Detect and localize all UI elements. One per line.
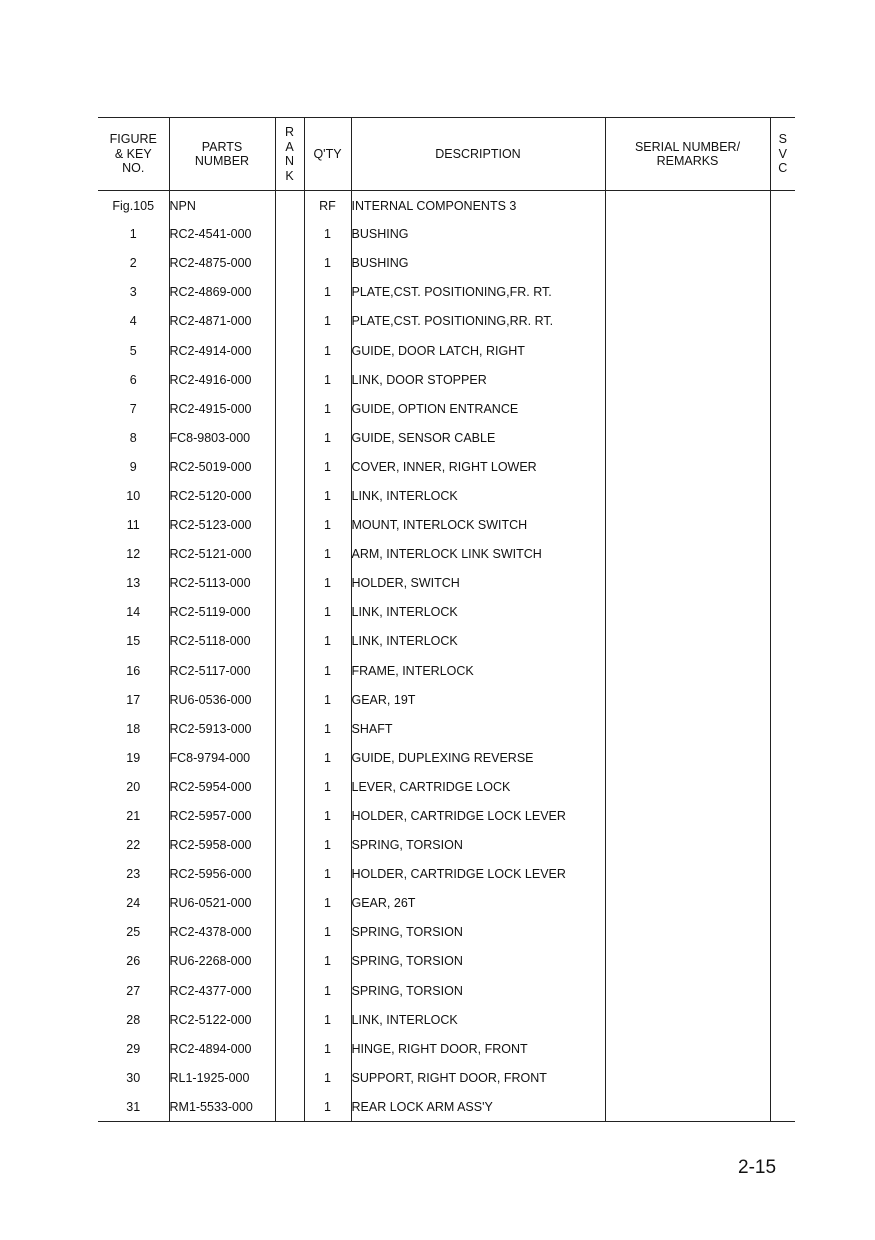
serial-remarks-cell	[605, 336, 770, 365]
rank-cell	[275, 889, 304, 918]
table-row	[98, 394, 795, 423]
table-row	[98, 656, 795, 685]
figure-key-cell: 20	[126, 779, 141, 794]
rank-cell	[275, 1005, 304, 1034]
svc-cell	[770, 278, 795, 307]
description-cell: GEAR, 19T	[351, 685, 605, 714]
table-row	[98, 685, 795, 714]
description-cell: INTERNAL COMPONENTS 3	[351, 191, 605, 220]
parts-list-table	[98, 117, 795, 1122]
description-cell: SPRING, TORSION	[351, 947, 605, 976]
qty-cell: 1	[304, 889, 351, 918]
parts-number-cell: RC2-5122-000	[169, 1005, 275, 1034]
parts-number-cell: RC2-4377-000	[169, 976, 275, 1005]
qty-cell: 1	[304, 1063, 351, 1092]
table-row	[98, 481, 795, 510]
svc-cell	[770, 307, 795, 336]
description-cell: LINK, INTERLOCK	[351, 481, 605, 510]
qty-cell: 1	[304, 860, 351, 889]
table-row	[98, 714, 795, 743]
serial-remarks-cell	[605, 598, 770, 627]
rank-cell	[275, 656, 304, 685]
rank-cell	[275, 743, 304, 772]
parts-number-cell: RC2-5123-000	[169, 511, 275, 540]
serial-remarks-cell	[605, 1034, 770, 1063]
svc-cell	[770, 220, 795, 249]
svc-cell	[770, 1092, 795, 1121]
qty-cell: 1	[304, 918, 351, 947]
table-row	[98, 569, 795, 598]
description-cell: SUPPORT, RIGHT DOOR, FRONT	[351, 1063, 605, 1092]
table-row	[98, 1063, 795, 1092]
rank-cell	[275, 772, 304, 801]
svc-cell	[770, 540, 795, 569]
parts-number-cell: RC2-5117-000	[169, 656, 275, 685]
description-cell: HOLDER, CARTRIDGE LOCK LEVER	[351, 801, 605, 830]
serial-remarks-cell	[605, 656, 770, 685]
description-cell: MOUNT, INTERLOCK SWITCH	[351, 511, 605, 540]
serial-remarks-cell	[605, 249, 770, 278]
qty-cell: 1	[304, 220, 351, 249]
qty-cell: 1	[304, 394, 351, 423]
parts-number-cell: RC2-5118-000	[169, 627, 275, 656]
serial-remarks-cell	[605, 220, 770, 249]
figure-key-cell: 2	[129, 256, 137, 271]
qty-cell: RF	[304, 191, 351, 220]
table-row	[98, 1005, 795, 1034]
serial-remarks-cell	[605, 1063, 770, 1092]
parts-table-body	[98, 191, 795, 1122]
figure-key-cell: 4	[129, 314, 137, 329]
description-cell: HOLDER, CARTRIDGE LOCK LEVER	[351, 860, 605, 889]
table-row	[98, 860, 795, 889]
table-row	[98, 307, 795, 336]
table-row	[98, 540, 795, 569]
table-row	[98, 598, 795, 627]
serial-remarks-cell	[605, 743, 770, 772]
table-row	[98, 889, 795, 918]
rank-cell	[275, 249, 304, 278]
svc-cell	[770, 627, 795, 656]
figure-key-cell: 5	[129, 343, 137, 358]
figure-key-cell: 23	[126, 867, 141, 882]
qty-cell: 1	[304, 452, 351, 481]
rank-cell	[275, 831, 304, 860]
svc-cell	[770, 481, 795, 510]
description-cell: SPRING, TORSION	[351, 918, 605, 947]
page-number: 2-15	[738, 1157, 777, 1178]
parts-number-cell: RC2-4914-000	[169, 336, 275, 365]
svc-cell	[770, 1034, 795, 1063]
rank-cell	[275, 947, 304, 976]
figure-key-cell: 6	[129, 372, 137, 387]
table-row	[98, 452, 795, 481]
figure-key-cell: 7	[129, 401, 137, 416]
rank-cell	[275, 307, 304, 336]
table-row	[98, 772, 795, 801]
qty-cell: 1	[304, 511, 351, 540]
table-row	[98, 831, 795, 860]
description-cell: REAR LOCK ARM ASS'Y	[351, 1092, 605, 1121]
description-cell: LEVER, CARTRIDGE LOCK	[351, 772, 605, 801]
qty-cell: 1	[304, 976, 351, 1005]
parts-number-cell: RC2-5119-000	[169, 598, 275, 627]
table-row	[98, 743, 795, 772]
figure-key-cell: 16	[126, 663, 141, 678]
description-cell: GUIDE, DOOR LATCH, RIGHT	[351, 336, 605, 365]
parts-number-cell: RM1-5533-000	[169, 1092, 275, 1121]
parts-number-cell: RC2-4871-000	[169, 307, 275, 336]
svc-cell	[770, 743, 795, 772]
description-cell: GUIDE, SENSOR CABLE	[351, 423, 605, 452]
qty-cell: 1	[304, 831, 351, 860]
description-cell: HINGE, RIGHT DOOR, FRONT	[351, 1034, 605, 1063]
rank-cell	[275, 569, 304, 598]
serial-remarks-cell	[605, 1092, 770, 1121]
description-cell: HOLDER, SWITCH	[351, 569, 605, 598]
figure-key-cell: 13	[126, 576, 141, 591]
description-cell: ARM, INTERLOCK LINK SWITCH	[351, 540, 605, 569]
qty-cell: 1	[304, 569, 351, 598]
svc-cell	[770, 1005, 795, 1034]
svc-cell	[770, 889, 795, 918]
figure-key-cell: 12	[126, 547, 141, 562]
table-row	[98, 365, 795, 394]
description-cell: LINK, DOOR STOPPER	[351, 365, 605, 394]
qty-cell: 1	[304, 336, 351, 365]
description-cell: LINK, INTERLOCK	[351, 1005, 605, 1034]
description-cell: GEAR, 26T	[351, 889, 605, 918]
rank-cell	[275, 1092, 304, 1121]
parts-number-cell: RC2-5954-000	[169, 772, 275, 801]
svc-cell	[770, 191, 795, 220]
table-row	[98, 278, 795, 307]
description-cell: BUSHING	[351, 249, 605, 278]
qty-cell: 1	[304, 307, 351, 336]
description-cell: COVER, INNER, RIGHT LOWER	[351, 452, 605, 481]
svc-cell	[770, 656, 795, 685]
rank-cell	[275, 540, 304, 569]
table-row	[98, 336, 795, 365]
rank-cell	[275, 918, 304, 947]
rank-cell	[275, 191, 304, 220]
header-figure-key-no: FIGURE & KEY NO.	[98, 118, 169, 191]
rank-cell	[275, 598, 304, 627]
description-cell: GUIDE, OPTION ENTRANCE	[351, 394, 605, 423]
figure-key-cell: 28	[126, 1012, 141, 1027]
qty-cell: 1	[304, 365, 351, 394]
svc-cell	[770, 452, 795, 481]
svc-cell	[770, 714, 795, 743]
qty-cell: 1	[304, 947, 351, 976]
description-cell: SHAFT	[351, 714, 605, 743]
figure-key-cell: 8	[129, 430, 137, 445]
serial-remarks-cell	[605, 801, 770, 830]
svc-cell	[770, 976, 795, 1005]
parts-number-cell: NPN	[169, 191, 275, 220]
svc-cell	[770, 918, 795, 947]
header-svc: S V C	[770, 118, 795, 191]
table-row	[98, 627, 795, 656]
rank-cell	[275, 1063, 304, 1092]
serial-remarks-cell	[605, 831, 770, 860]
serial-remarks-cell	[605, 947, 770, 976]
svc-cell	[770, 831, 795, 860]
rank-cell	[275, 481, 304, 510]
serial-remarks-cell	[605, 540, 770, 569]
parts-number-cell: RC2-4541-000	[169, 220, 275, 249]
serial-remarks-cell	[605, 452, 770, 481]
serial-remarks-cell	[605, 365, 770, 394]
figure-key-cell: 10	[126, 488, 141, 503]
table-row	[98, 976, 795, 1005]
parts-number-cell: RC2-4915-000	[169, 394, 275, 423]
qty-cell: 1	[304, 540, 351, 569]
figure-key-cell: 21	[126, 809, 141, 824]
parts-number-cell: RC2-4378-000	[169, 918, 275, 947]
rank-cell	[275, 511, 304, 540]
qty-cell: 1	[304, 656, 351, 685]
serial-remarks-cell	[605, 714, 770, 743]
figure-key-cell: 30	[126, 1070, 141, 1085]
rank-cell	[275, 394, 304, 423]
qty-cell: 1	[304, 1005, 351, 1034]
table-row	[98, 947, 795, 976]
figure-key-cell: 19	[126, 750, 141, 765]
table-header-row	[98, 118, 795, 191]
figure-key-cell: 9	[129, 459, 137, 474]
rank-cell	[275, 714, 304, 743]
qty-cell: 1	[304, 685, 351, 714]
figure-key-cell: 14	[126, 605, 141, 620]
qty-cell: 1	[304, 801, 351, 830]
figure-key-cell: 1	[129, 227, 137, 242]
figure-key-cell: 15	[126, 634, 141, 649]
rank-cell	[275, 801, 304, 830]
qty-cell: 1	[304, 743, 351, 772]
qty-cell: 1	[304, 714, 351, 743]
figure-key-cell: 3	[129, 285, 137, 300]
figure-key-cell: 11	[126, 518, 140, 533]
serial-remarks-cell	[605, 918, 770, 947]
qty-cell: 1	[304, 772, 351, 801]
description-cell: SPRING, TORSION	[351, 831, 605, 860]
description-cell: BUSHING	[351, 220, 605, 249]
figure-key-cell: 26	[126, 954, 141, 969]
description-cell: LINK, INTERLOCK	[351, 627, 605, 656]
svc-cell	[770, 511, 795, 540]
rank-cell	[275, 685, 304, 714]
figure-key-cell: 18	[126, 721, 141, 736]
qty-cell: 1	[304, 278, 351, 307]
table-row	[98, 801, 795, 830]
parts-number-cell: RC2-4875-000	[169, 249, 275, 278]
description-cell: PLATE,CST. POSITIONING,RR. RT.	[351, 307, 605, 336]
table-row	[98, 249, 795, 278]
table-row	[98, 423, 795, 452]
svc-cell	[770, 365, 795, 394]
header-description: DESCRIPTION	[351, 118, 605, 191]
description-cell: PLATE,CST. POSITIONING,FR. RT.	[351, 278, 605, 307]
svc-cell	[770, 1063, 795, 1092]
parts-number-cell: RC2-5958-000	[169, 831, 275, 860]
serial-remarks-cell	[605, 307, 770, 336]
serial-remarks-cell	[605, 191, 770, 220]
parts-number-cell: RC2-5956-000	[169, 860, 275, 889]
serial-remarks-cell	[605, 889, 770, 918]
svc-cell	[770, 860, 795, 889]
description-cell: SPRING, TORSION	[351, 976, 605, 1005]
svc-cell	[770, 947, 795, 976]
qty-cell: 1	[304, 1034, 351, 1063]
table-row	[98, 1092, 795, 1121]
serial-remarks-cell	[605, 481, 770, 510]
qty-cell: 1	[304, 627, 351, 656]
rank-cell	[275, 423, 304, 452]
qty-cell: 1	[304, 1092, 351, 1121]
header-rank: R A N K	[275, 118, 304, 191]
svc-cell	[770, 394, 795, 423]
parts-number-cell: RC2-5019-000	[169, 452, 275, 481]
rank-cell	[275, 627, 304, 656]
header-qty: Q'TY	[304, 118, 351, 191]
description-cell: LINK, INTERLOCK	[351, 598, 605, 627]
qty-cell: 1	[304, 249, 351, 278]
qty-cell: 1	[304, 481, 351, 510]
parts-number-cell: RU6-0521-000	[169, 889, 275, 918]
description-cell: GUIDE, DUPLEXING REVERSE	[351, 743, 605, 772]
parts-number-cell: RC2-4869-000	[169, 278, 275, 307]
figure-key-cell: Fig.105	[112, 198, 155, 213]
parts-number-cell: RC2-4916-000	[169, 365, 275, 394]
parts-number-cell: RC2-5113-000	[169, 569, 275, 598]
serial-remarks-cell	[605, 685, 770, 714]
svc-cell	[770, 569, 795, 598]
serial-remarks-cell	[605, 627, 770, 656]
parts-number-cell: RU6-2268-000	[169, 947, 275, 976]
serial-remarks-cell	[605, 1005, 770, 1034]
figure-key-cell: 17	[126, 692, 141, 707]
rank-cell	[275, 220, 304, 249]
parts-number-cell: RC2-5121-000	[169, 540, 275, 569]
serial-remarks-cell	[605, 278, 770, 307]
svc-cell	[770, 801, 795, 830]
header-serial-number-remarks: SERIAL NUMBER/ REMARKS	[605, 118, 770, 191]
svc-cell	[770, 772, 795, 801]
serial-remarks-cell	[605, 394, 770, 423]
table-row	[98, 918, 795, 947]
serial-remarks-cell	[605, 569, 770, 598]
parts-number-cell: RC2-5957-000	[169, 801, 275, 830]
rank-cell	[275, 365, 304, 394]
table-row	[98, 1034, 795, 1063]
parts-number-cell: RL1-1925-000	[169, 1063, 275, 1092]
parts-number-cell: RC2-5120-000	[169, 481, 275, 510]
rank-cell	[275, 860, 304, 889]
parts-number-cell: RC2-4894-000	[169, 1034, 275, 1063]
rank-cell	[275, 278, 304, 307]
qty-cell: 1	[304, 598, 351, 627]
rank-cell	[275, 452, 304, 481]
figure-key-cell: 25	[126, 925, 141, 940]
table-row	[98, 511, 795, 540]
svc-cell	[770, 249, 795, 278]
serial-remarks-cell	[605, 423, 770, 452]
svc-cell	[770, 423, 795, 452]
parts-number-cell: FC8-9794-000	[169, 743, 275, 772]
table-row	[98, 191, 795, 220]
description-cell: FRAME, INTERLOCK	[351, 656, 605, 685]
parts-number-cell: RU6-0536-000	[169, 685, 275, 714]
figure-key-cell: 22	[126, 838, 141, 853]
parts-number-cell: FC8-9803-000	[169, 423, 275, 452]
header-parts-number: PARTS NUMBER	[169, 118, 275, 191]
svc-cell	[770, 598, 795, 627]
serial-remarks-cell	[605, 772, 770, 801]
figure-key-cell: 24	[126, 896, 141, 911]
svc-cell	[770, 336, 795, 365]
serial-remarks-cell	[605, 976, 770, 1005]
figure-key-cell: 27	[126, 983, 141, 998]
figure-key-cell: 29	[126, 1041, 141, 1056]
parts-number-cell: RC2-5913-000	[169, 714, 275, 743]
rank-cell	[275, 1034, 304, 1063]
rank-cell	[275, 336, 304, 365]
table-row	[98, 220, 795, 249]
serial-remarks-cell	[605, 511, 770, 540]
rank-cell	[275, 976, 304, 1005]
qty-cell: 1	[304, 423, 351, 452]
serial-remarks-cell	[605, 860, 770, 889]
figure-key-cell: 31	[98, 1092, 169, 1121]
svc-cell	[770, 685, 795, 714]
